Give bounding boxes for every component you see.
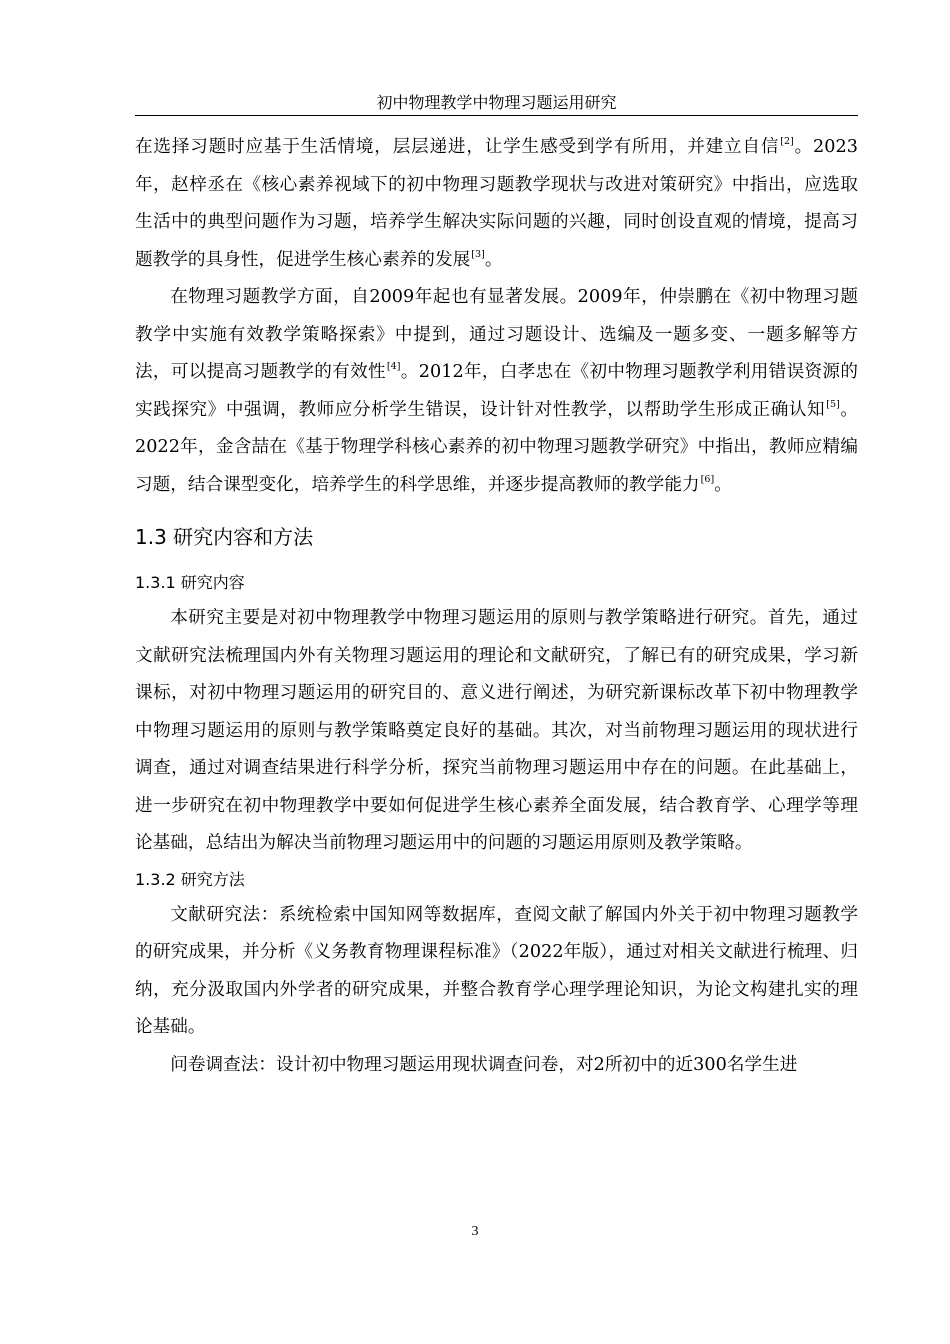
- text-segment: 在物理习题教学方面，自2009年起也有显著发展。2009年，仲崇鹏在《初中物理习题教学中实施有效教学策略探索》中提到，通过习题设计、选编及一题多变、一题多解等方法，可以提高习题教学的有效性: [135, 287, 858, 382]
- paragraph-problem-teaching: [135, 279, 858, 504]
- citation: [6]: [700, 473, 715, 485]
- text-segment: 。: [714, 474, 732, 495]
- running-header: 初中物理教学中物理习题运用研究: [135, 93, 858, 116]
- text-segment: 。: [484, 249, 503, 270]
- text-segment: 在选择习题时应基于生活情境，层层递进，让学生感受到学有所用，并建立自信: [135, 137, 780, 157]
- paragraph-continued: [135, 129, 858, 279]
- text-segment: 。2023年，赵梓丞在《核心素养视域下的初中物理习题教学现状与改进对策研究》中指出，应选取生活中的典型问题作为习题，培养学生解决实际问题的兴趣，同时创设直观的情境，提高习题教学的具身性，促进学生核心素养的发展: [135, 137, 858, 270]
- citation: [3]: [471, 248, 485, 260]
- citation: [2]: [780, 136, 794, 147]
- paragraph-literature-method: 文献研究法：系统检索中国知网等数据库，查阅文献了解国内外关于初中物理习题教学的研究成果，并分析《义务教育物理课程标准》（2022年版），通过对相关文献进行梳理、归纳，充分汲取国内外学者的研究成果，并整合教育学心理学理论知识，为论文构建扎实的理论基础。: [135, 904, 858, 1037]
- paragraph-research-content: 本研究主要是对初中物理教学中物理习题运用的原则与教学策略进行研究。首先，通过文献研究法梳理国内外有关物理习题运用的理论和文献研究，了解已有的研究成果，学习新课标，对初中物理习题运用的研究目的、意义进行阐述，为研究新课标改革下初中物理教学中物理习题运用的原则与教学策略奠定良好的基础。其次，对当前物理习题运用的现状进行调查，通过对调查结果进行科学分析，探究当前物理习题运用中存在的问题。在此基础上，进一步研究在初中物理教学中要如何促进学生核心素养全面发展，结合教育学、心理学等理论基础，总结出为解决当前物理习题运用中的问题的习题运用原则及教学策略。: [135, 608, 858, 853]
- text-segment: 。2022年，金含喆在《基于物理学科核心素养的初中物理习题教学研究》中指出，教师应精编习题，结合课型变化，培养学生的科学思维，并逐步提高教师的教学能力: [135, 399, 858, 495]
- paragraph-survey-method: 问卷调查法：设计初中物理习题运用现状调查问卷，对2所初中的近300名学生进: [170, 1054, 798, 1075]
- subsection-heading-content: 1.3.1 研究内容: [135, 573, 245, 592]
- text-segment: 。2012年，白孝忠在《初中物理习题教学利用错误资源的实践探究》中强调，教师应分析学生错误，设计针对性教学，以帮助学生形成正确认知: [135, 362, 858, 420]
- citation: [5]: [826, 398, 840, 410]
- page-body: [135, 129, 858, 1084]
- subsection-heading-methods: 1.3.2 研究方法: [135, 869, 245, 889]
- citation: [4]: [386, 361, 401, 372]
- page-number: 3: [471, 1224, 479, 1239]
- section-heading: 1.3 研究内容和方法: [135, 525, 314, 549]
